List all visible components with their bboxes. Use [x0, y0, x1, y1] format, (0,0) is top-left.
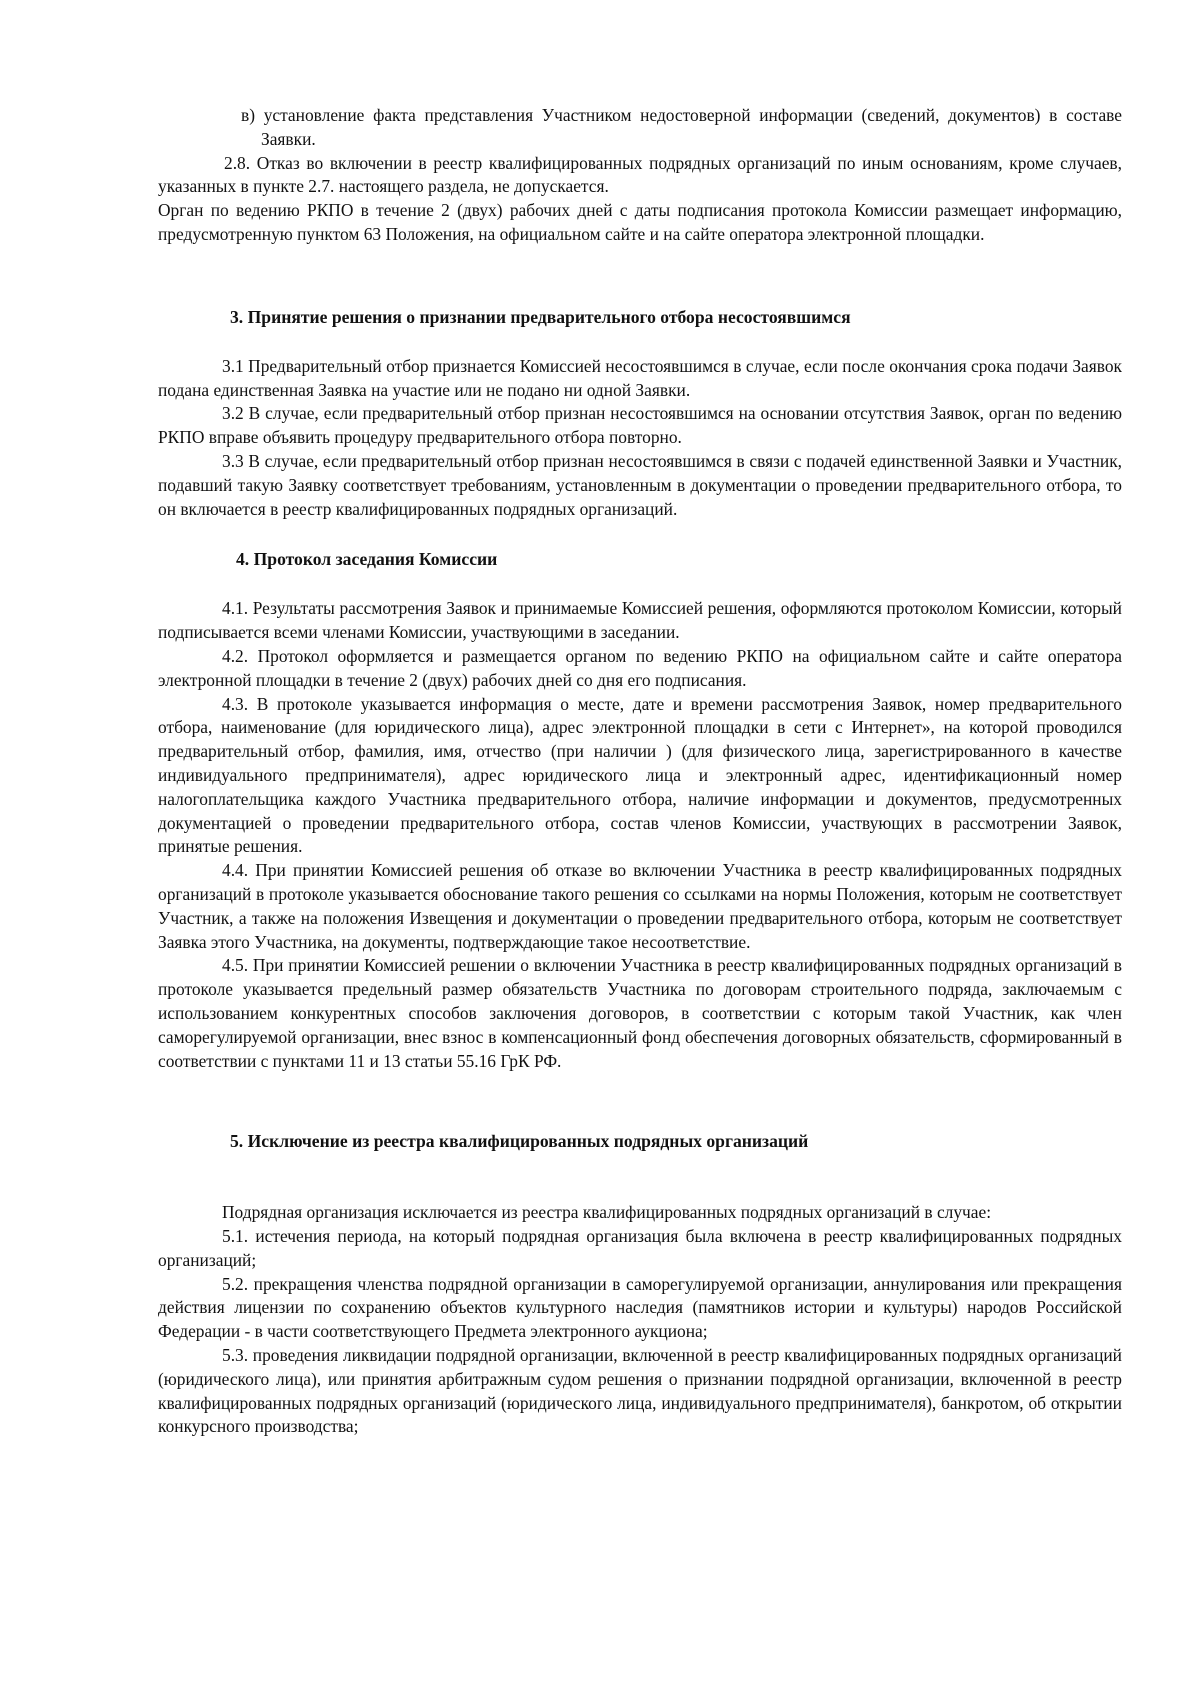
- paragraph-3-2: 3.2 В случае, если предварительный отбор признан несостоявшимся на основании отсутствия Заявок, орган по ведению РКПО вправе объявить процедуру предварительного отбора повторно.: [158, 403, 1122, 448]
- paragraph-5-intro: Подрядная организация исключается из реестра квалифицированных подрядных организаций в случае:: [222, 1202, 992, 1223]
- paragraph-5-1: 5.1. истечения периода, на который подрядная организация была включена в реестр квалифицированных подрядных организаций;: [158, 1226, 1122, 1270]
- paragraph-5-3: 5.3. проведения ликвидации подрядной организации, включенной в реестр квалифицированных подрядных организаций (юридического лица), или принятия арбитражным судом решения о признании подрядной организации, включенной в реестр квалифицированных подрядных организаций (юридического лица, индивидуального предпринимателя), банкротом, об открытии конкурсного производства;: [158, 1345, 1122, 1437]
- section-5-heading: 5. Исключение из реестра квалифицированных подрядных организаций: [230, 1131, 809, 1152]
- paragraph-4-4: 4.4. При принятии Комиссией решения об отказе во включении Участника в реестр квалифицированных подрядных организаций в протоколе указывается обоснование такого решения со ссылками на нормы Положения, которым не соответствует Участник, а также на положения Извещения и документации о проведении предварительного отбора, которым не соответствует Заявка этого Участника, на документы, подтверждающие такое несоответствие.: [158, 860, 1122, 952]
- paragraph-4-2: 4.2. Протокол оформляется и размещается органом по ведению РКПО на официальном сайте и сайте оператора электронной площадки в течение 2 (двух) рабочих дней со дня его подписания.: [158, 645, 1122, 690]
- paragraph-4-5: 4.5. При принятии Комиссией решении о включении Участника в реестр квалифицированных подрядных организаций в протоколе указывается предельный размер обязательств Участника по договорам строительного подряда, заключаемым с использованием конкурентных способов заключения договоров, в соответствии с которым такой Участник, как член саморегулируемой организации, внес взнос в компенсационный фонд обеспечения договорных обязательств, сформированный в соответствии с пунктами 11 и 13 статьи 55.16 ГрК РФ.: [158, 955, 1122, 1071]
- document-page: [158, 104, 1122, 1439]
- paragraph-3-3: 3.3 В случае, если предварительный отбор признан несостоявшимся в связи с подачей единственной Заявки и Участник, подавший такую Заявку соответствует требованиям, установленным в документации о проведении предварительного отбора, то он включается в реестр квалифицированных подрядных организаций.: [158, 450, 1122, 519]
- item-v: в) установление факта представления Участником недостоверной информации (сведений, документов) в составе Заявки.: [241, 105, 1122, 149]
- paragraph-4-3: 4.3. В протоколе указывается информация о месте, дате и времени рассмотрения Заявок, номер предварительного отбора, наименование (для юридического лица), адрес электронной площадки в сети с Интернет», на которой проводился предварительный отбор, фамилия, имя, отчество (при наличии ) (для физического лица, зарегистрированного в качестве индивидуального предпринимателя), адрес юридического лица и электронный адрес, идентификационный номер налогоплательщика каждого Участника предварительного отбора, наличие информации и документов, предусмотренных документацией о проведении предварительного отбора, состав членов Комиссии, участвующих в рассмотрении Заявок, принятые решения.: [158, 693, 1122, 857]
- paragraph-4-1: 4.1. Результаты рассмотрения Заявок и принимаемые Комиссией решения, оформляются протоколом Комиссии, который подписывается всеми членами Комиссии, участвующими в заседании.: [158, 598, 1122, 643]
- paragraph-5-2: 5.2. прекращения членства подрядной организации в саморегулируемой организации, аннулирования или прекращения действия лицензии по сохранению объектов культурного наследия (памятников истории и культуры) народов Российской Федерации - в части соответствующего Предмета электронного аукциона;: [158, 1273, 1122, 1342]
- paragraph-3-1: 3.1 Предварительный отбор признается Комиссией несостоявшимся в случае, если после окончания срока подачи Заявок подана единственная Заявка на участие или не подано ни одной Заявки.: [158, 355, 1122, 400]
- section-4-heading: 4. Протокол заседания Комиссии: [236, 549, 498, 570]
- paragraph-organ: Орган по ведению РКПО в течение 2 (двух) рабочих дней с даты подписания протокола Комиссии размещает информацию, предусмотренную пунктом 63 Положения, на официальном сайте и на сайте оператора электронной площадки.: [158, 200, 1122, 244]
- paragraph-2-8: 2.8. Отказ во включении в реестр квалифицированных подрядных организаций по иным основаниям, кроме случаев, указанных в пункте 2.7. настоящего раздела, не допускается.: [158, 152, 1122, 197]
- section-3-heading: 3. Принятие решения о признании предварительного отбора несостоявшимся: [230, 306, 851, 327]
